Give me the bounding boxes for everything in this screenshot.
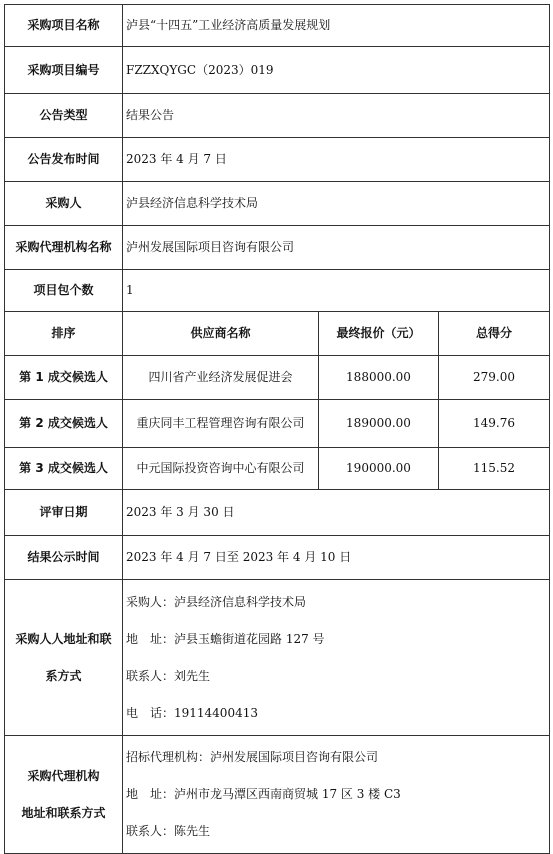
value-agency: 泸州发展国际项目咨询有限公司 [123, 226, 550, 270]
value-purchaser: 泸县经济信息科学技术局 [123, 182, 550, 226]
label-notice-type: 公告类型 [5, 94, 123, 138]
rank-cell: 第 1 成交候选人 [5, 356, 123, 400]
label-purchaser-contact [5, 580, 123, 736]
price-cell: 188000.00 [319, 356, 439, 400]
label-project-name: 采购项目名称 [5, 5, 123, 47]
contact-line: 采购人：泸县经济信息科学技术局 [126, 594, 307, 609]
rank-cell: 第 3 成交候选人 [5, 448, 123, 490]
label-purchaser: 采购人 [5, 182, 123, 226]
supplier-cell: 四川省产业经济发展促进会 [123, 356, 319, 400]
row-publish-time [5, 138, 550, 182]
contact-line: 联系人：刘先生 [126, 668, 211, 683]
header-score: 总得分 [439, 312, 550, 356]
supplier-cell: 重庆同丰工程管理咨询有限公司 [123, 400, 319, 448]
value-purchaser-contact [123, 580, 550, 736]
row-project-no [5, 47, 550, 94]
rank-cell: 第 2 成交候选人 [5, 400, 123, 448]
row-package-count [5, 270, 550, 312]
announcement-table [4, 4, 550, 854]
supplier-cell: 中元国际投资咨询中心有限公司 [123, 448, 319, 490]
table-row [5, 400, 550, 448]
contact-line: 联系人：陈先生 [126, 824, 211, 838]
value-project-name: 泸县“十四五”工业经济高质量发展规划 [123, 5, 550, 47]
label-line: 采购人人地址和联 [15, 631, 112, 646]
row-review-date [5, 490, 550, 536]
value-result-period: 2023 年 4 月 7 日至 2023 年 4 月 10 日 [123, 536, 550, 580]
label-line: 地址和联系方式 [21, 805, 106, 820]
table-row [5, 356, 550, 400]
value-agency-contact [123, 736, 550, 854]
label-publish-time: 公告发布时间 [5, 138, 123, 182]
label-line: 采购代理机构 [27, 768, 100, 783]
ranking-header-row [5, 312, 550, 356]
price-cell: 189000.00 [319, 400, 439, 448]
contact-line: 招标代理机构：泸州发展国际项目咨询有限公司 [126, 750, 379, 764]
row-agency [5, 226, 550, 270]
label-review-date: 评审日期 [5, 490, 123, 536]
row-notice-type [5, 94, 550, 138]
row-project-name [5, 5, 550, 47]
label-line: 系方式 [45, 668, 82, 683]
header-supplier: 供应商名称 [123, 312, 319, 356]
contact-line: 地 址：泸州市龙马潭区西南商贸城 17 区 3 楼 C3 [126, 787, 401, 801]
value-package-count: 1 [123, 270, 550, 312]
price-cell: 190000.00 [319, 448, 439, 490]
value-notice-type: 结果公告 [123, 94, 550, 138]
announcement-document [4, 4, 549, 854]
label-result-period: 结果公示时间 [5, 536, 123, 580]
label-agency-contact [5, 736, 123, 854]
contact-line: 电 话：19114400413 [126, 705, 258, 720]
score-cell: 279.00 [439, 356, 550, 400]
row-purchaser [5, 182, 550, 226]
value-review-date: 2023 年 3 月 30 日 [123, 490, 550, 536]
header-price: 最终报价（元） [319, 312, 439, 356]
score-cell: 149.76 [439, 400, 550, 448]
header-rank: 排序 [5, 312, 123, 356]
contact-line: 地 址：泸县玉蟾街道花园路 127 号 [126, 631, 325, 646]
row-agency-contact [5, 736, 550, 854]
value-project-no: FZZXQYGC（2023）019 [123, 47, 550, 94]
value-publish-time: 2023 年 4 月 7 日 [123, 138, 550, 182]
label-project-no: 采购项目编号 [5, 47, 123, 94]
table-row [5, 448, 550, 490]
row-purchaser-contact [5, 580, 550, 736]
row-result-period [5, 536, 550, 580]
label-agency: 采购代理机构名称 [5, 226, 123, 270]
label-package-count: 项目包个数 [5, 270, 123, 312]
score-cell: 115.52 [439, 448, 550, 490]
